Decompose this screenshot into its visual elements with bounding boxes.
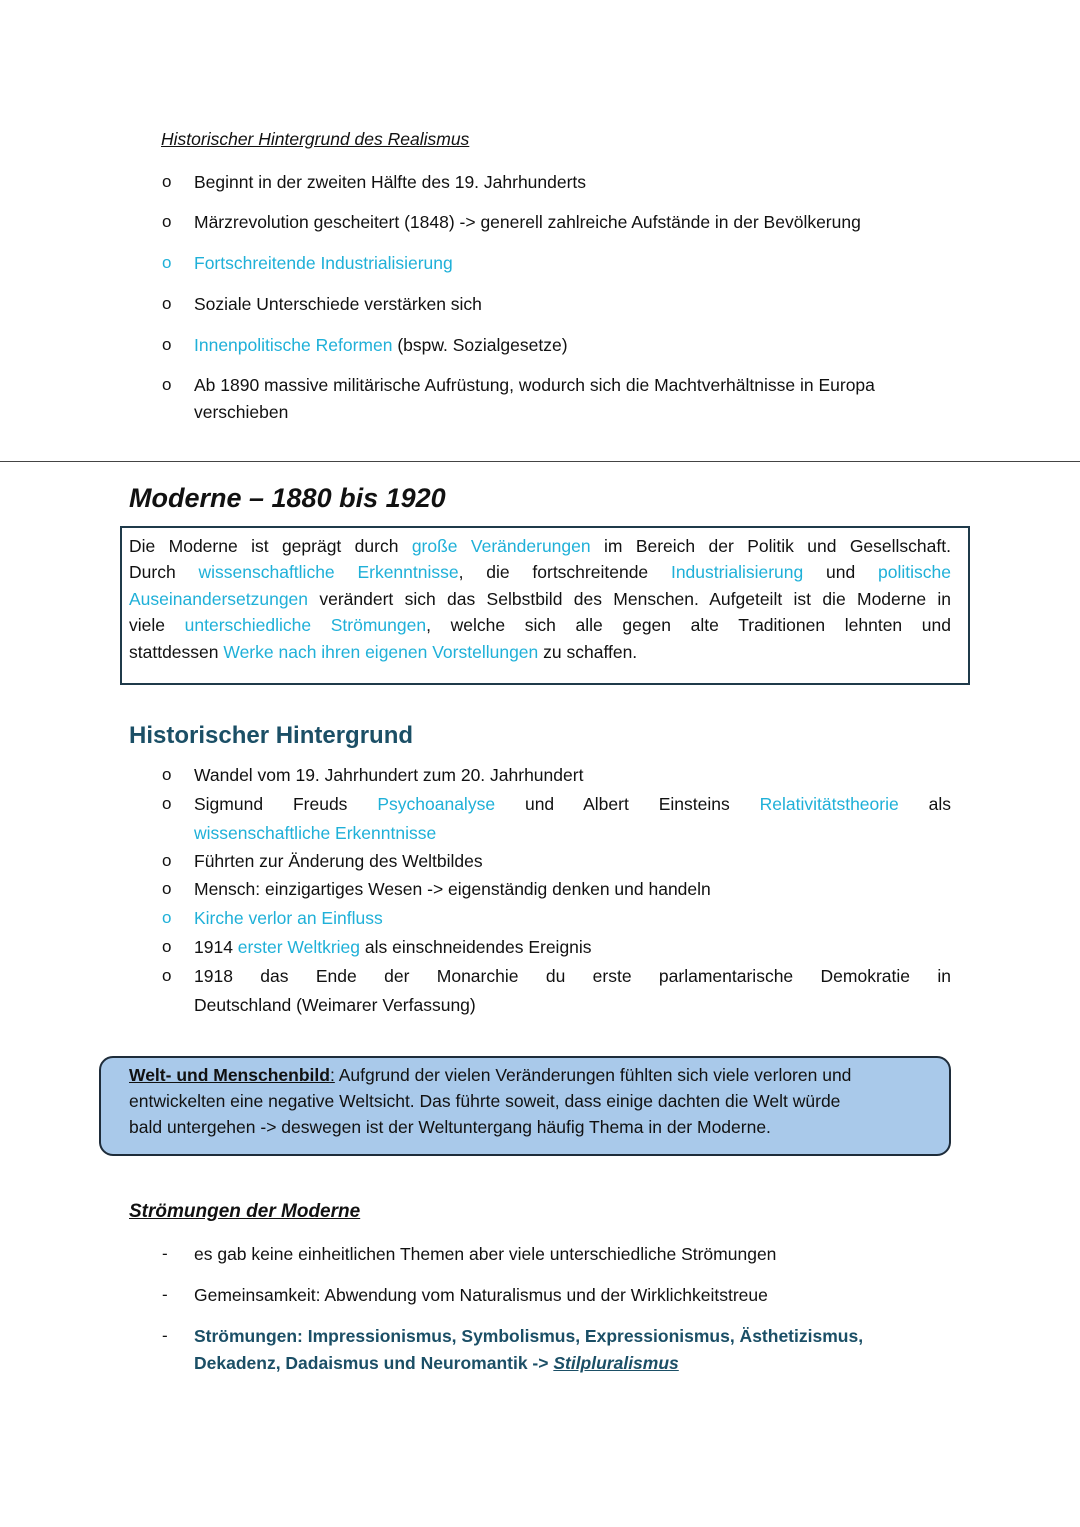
text-segment: Ab 1890 massive militärische Aufrüstung, wodurch sich die Machtverhältnisse in Europa [194,375,875,395]
text-line [129,561,951,583]
highlighted-term: Werke nach ihren eigenen Vorstellungen [223,641,539,662]
realismus-heading: Historischer Hintergrund des Realismus [161,129,470,149]
text-line [194,994,476,1016]
bullet-marker: o [162,937,172,956]
text-segment: Stilpluralismus [553,1353,679,1373]
weltbild-line: bald untergehen -> deswegen ist der Weltuntergang häufig Thema in der Moderne. [129,1117,771,1137]
weltbild-text: Aufgrund der vielen Veränderungen fühlten sich viele verloren und [334,1065,852,1085]
highlighted-term: Fortschreitende Industrialisierung [194,253,453,273]
highlighted-term: Auseinandersetzungen [129,588,309,609]
text-segment: Deutschland (Weimarer Verfassung) [194,994,476,1015]
text-segment: 1914 [194,937,238,957]
text-segment: viele [129,615,185,636]
bullet-marker: o [162,253,172,272]
text-segment: Sigmund Freuds [194,794,378,814]
bullet-marker: o [162,765,172,784]
highlighted-term: Innenpolitische Reformen [194,335,393,355]
section-divider [0,461,1080,462]
text-line [194,1284,768,1306]
text-line [194,1243,776,1265]
highlighted-term: politische [878,562,951,583]
text-segment: Die Moderne ist geprägt durch [129,536,412,556]
text-segment: Führten zur Änderung des Weltbildes [194,851,483,871]
highlighted-term: Psychoanalyse [377,794,496,814]
bullet-marker: o [162,794,172,813]
text-line [129,535,951,557]
text-segment: und [803,562,879,583]
text-segment: Mensch: einzigartiges Wesen -> eigenständig denken und handeln [194,879,711,899]
text-line [194,334,568,356]
bullet-marker: - [162,1285,168,1304]
text-segment: , welche sich alle gegen alte Traditionen lehnten und [426,615,952,636]
text-line [129,614,951,636]
bullet-marker: o [162,335,172,354]
text-line [129,588,951,610]
bullet-marker: - [162,1244,168,1263]
text-segment: stattdessen [129,641,224,662]
text-segment: als einschneidendes Ereignis [360,937,592,957]
text-segment: (bspw. Sozialgesetze) [392,335,568,355]
bullet-marker: o [162,212,172,231]
text-line [194,822,436,844]
text-segment: 1918 das Ende der Monarchie du erste parlamentarische Demokratie in [194,966,951,986]
highlighted-term: wissenschaftliche Erkenntnisse [198,562,459,583]
bullet-marker: o [162,966,172,985]
text-line [194,211,861,233]
text-line [129,641,951,663]
text-segment: Beginnt in der zweiten Hälfte des 19. Jahrhunderts [194,172,587,192]
text-segment: im Bereich der Politik und Gesellschaft. [590,536,951,556]
text-segment: Soziale Unterschiede verstärken sich [194,294,482,314]
weltbild-line: entwickelten eine negative Weltsicht. Das führte soweit, dass einige dachten die Welt würde [129,1091,841,1111]
text-line [194,1325,863,1347]
history-heading: Historischer Hintergrund [129,722,414,749]
text-line [194,171,586,193]
bullet-marker: o [162,908,172,927]
text-line [194,252,453,274]
text-segment: als [898,794,952,814]
text-line [194,764,583,786]
text-line [194,374,875,396]
text-segment: Durch [129,562,199,583]
text-segment: und Albert Einsteins [495,794,760,814]
highlighted-term: große Veränderungen [411,536,591,556]
weltbild-label: Welt- und Menschenbild [129,1065,330,1085]
text-line [194,965,951,987]
bullet-marker: o [162,294,172,313]
highlighted-term: erster Weltkrieg [237,937,361,957]
highlighted-term: Relativitätstheorie [759,794,899,814]
bullet-marker: o [162,375,172,394]
text-segment: Strömungen: Impressionismus, Symbolismus, Expressionismus, Ästhetizismus, [194,1326,864,1346]
text-segment: , die fortschreitende [458,562,671,583]
text-segment: verschieben [194,402,289,422]
text-line [194,793,951,815]
highlighted-term: Kirche verlor an Einfluss [194,908,383,928]
highlighted-term: wissenschaftliche Erkenntnisse [194,822,437,843]
text-segment: es gab keine einheitlichen Themen aber viele unterschiedliche Strömungen [194,1244,777,1264]
text-segment: Gemeinsamkeit: Abwendung vom Naturalismus und der Wirklichkeitstreue [194,1285,768,1305]
text-line [194,850,483,872]
text-line [194,293,482,315]
weltbild-colon: : [329,1065,335,1085]
stroemungen-heading: Strömungen der Moderne [129,1201,361,1222]
highlighted-term: unterschiedliche Strömungen [184,615,427,636]
text-segment: verändert sich das Selbstbild des Menschen. Aufgeteilt ist die Moderne in [308,588,951,609]
text-segment: Wandel vom 19. Jahrhundert zum 20. Jahrhundert [194,765,584,785]
bullet-marker: - [162,1326,168,1345]
text-line [194,907,383,929]
text-line [194,936,592,958]
text-line [194,878,711,900]
highlighted-term: Industrialisierung [670,562,804,583]
text-segment: Dekadenz, Dadaismus und Neuromantik -> [194,1353,554,1373]
bullet-marker: o [162,879,172,898]
bullet-marker: o [162,851,172,870]
bullet-marker: o [162,172,172,191]
text-segment: Märzrevolution gescheitert (1848) -> generell zahlreiche Aufstände in der Bevölkerung [194,212,861,232]
text-segment: zu schaffen. [538,641,638,662]
page-title: Moderne – 1880 bis 1920 [129,483,446,513]
text-line [194,1352,679,1374]
text-line [194,401,288,423]
weltbild-line [129,1064,851,1086]
